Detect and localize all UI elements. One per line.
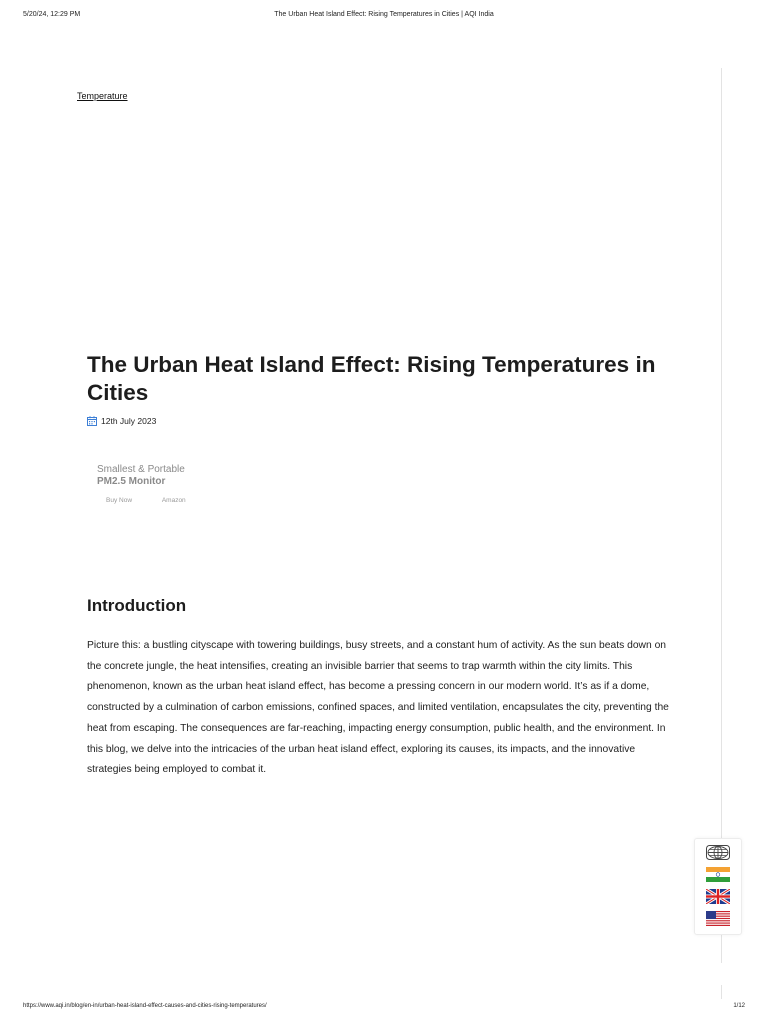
print-url: https://www.aqi.in/blog/en-in/urban-heat-island-effect-causes-and-cities-rising-temperatures/ (23, 1003, 267, 1009)
article-date-row (87, 416, 156, 426)
usa-flag-icon[interactable] (706, 911, 730, 926)
right-divider (721, 68, 722, 963)
right-divider-bottom (721, 985, 722, 999)
introduction-heading: Introduction (87, 596, 187, 615)
print-page-title: The Urban Heat Island Effect: Rising Temperatures in Cities | AQI India (274, 11, 494, 18)
promo-product: PM2.5 Monitor (97, 476, 166, 487)
print-page-number: 1/12 (733, 1003, 745, 1009)
calendar-icon (87, 416, 97, 426)
introduction-paragraph: Picture this: a bustling cityscape with towering buildings, busy streets, and a constant hum of activity. As the sun beats down on the concrete jungle, the heat intensifies, creating an invisible barrier that seems to trap warmth within the city limits. This phenomenon, known as the urban heat island effect, has become a pressing concern in our modern world. It’s as if a dome, constructed by a culmination of carbon emissions, confined spaces, and limited ventilation, encapsulates the city, preventing the heat from escaping. The consequences are far-reaching, impacting energy consumption, public health, and the environment. In this blog, we delve into the intricacies of the urban heat island effect, exploring its causes, its impacts, and the innovative strategies being employed to combat it. (87, 640, 669, 776)
promo-banner (97, 464, 186, 504)
article-title: The Urban Heat Island Effect: Rising Temperatures in Cities (87, 352, 656, 405)
category-link-temperature[interactable]: Temperature (77, 91, 128, 101)
promo-links (106, 497, 186, 504)
promo-headline: Smallest & Portable (97, 464, 185, 475)
language-switcher (694, 838, 742, 935)
globe-icon[interactable] (706, 845, 730, 860)
print-datetime: 5/20/24, 12:29 PM (23, 11, 81, 18)
buy-now-link[interactable]: Buy Now (106, 497, 133, 504)
article-date: 12th July 2023 (101, 416, 157, 426)
uk-flag-icon[interactable] (706, 889, 730, 904)
amazon-link[interactable]: Amazon (161, 497, 186, 504)
india-flag-icon[interactable] (706, 867, 730, 882)
